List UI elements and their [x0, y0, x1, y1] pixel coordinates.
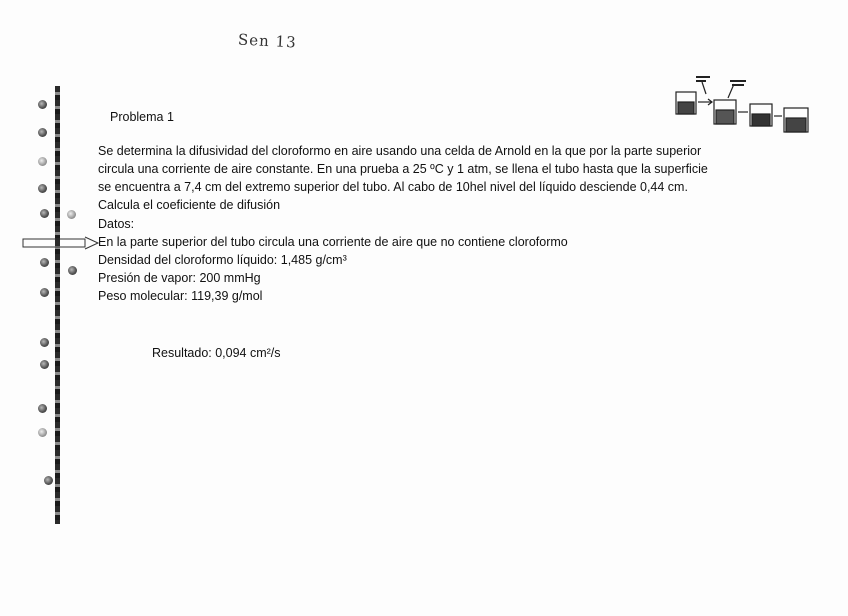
statement-line: Se determina la difusividad del cloroformo en aire usando una celda de Arnold en la que por la parte superior — [98, 144, 702, 158]
punch-hole — [40, 209, 49, 218]
data-line: Presión de vapor: 200 mmHg — [98, 271, 261, 285]
punch-hole — [67, 210, 76, 219]
punch-hole — [44, 476, 53, 485]
punch-hole — [38, 404, 47, 413]
punch-hole — [40, 258, 49, 267]
punch-hole — [40, 288, 49, 297]
arnold-cell-beakers-icon — [672, 74, 814, 134]
punch-hole — [38, 157, 47, 166]
binding-strip — [55, 86, 60, 524]
data-heading: Datos: — [98, 217, 135, 231]
punch-hole — [38, 100, 47, 109]
statement-line: circula una corriente de aire constante. En una prueba a 25 ºC y 1 atm, se llena el tubo hasta que la superficie — [98, 162, 708, 176]
punch-hole — [40, 360, 49, 369]
arrow-mark-icon — [22, 236, 100, 250]
statement-line: Calcula el coeficiente de difusión — [98, 198, 281, 212]
punch-hole — [38, 428, 47, 437]
punch-hole — [38, 184, 47, 193]
statement-line: se encuentra a 7,4 cm del extremo superior del tubo. Al cabo de 10hel nivel del líquido desciende 0,44 cm. — [98, 180, 688, 194]
punch-hole — [68, 266, 77, 275]
handwritten-note: Sen 13 — [237, 30, 298, 52]
data-line: En la parte superior del tubo circula una corriente de aire que no contiene cloroformo — [98, 235, 568, 249]
result-text: Resultado: 0,094 cm²/s — [152, 346, 281, 360]
punch-hole — [40, 338, 49, 347]
data-line: Densidad del cloroformo líquido: 1,485 g/cm³ — [98, 253, 347, 267]
punch-hole — [38, 128, 47, 137]
problem-title: Problema 1 — [110, 110, 174, 124]
data-line: Peso molecular: 119,39 g/mol — [98, 289, 263, 303]
